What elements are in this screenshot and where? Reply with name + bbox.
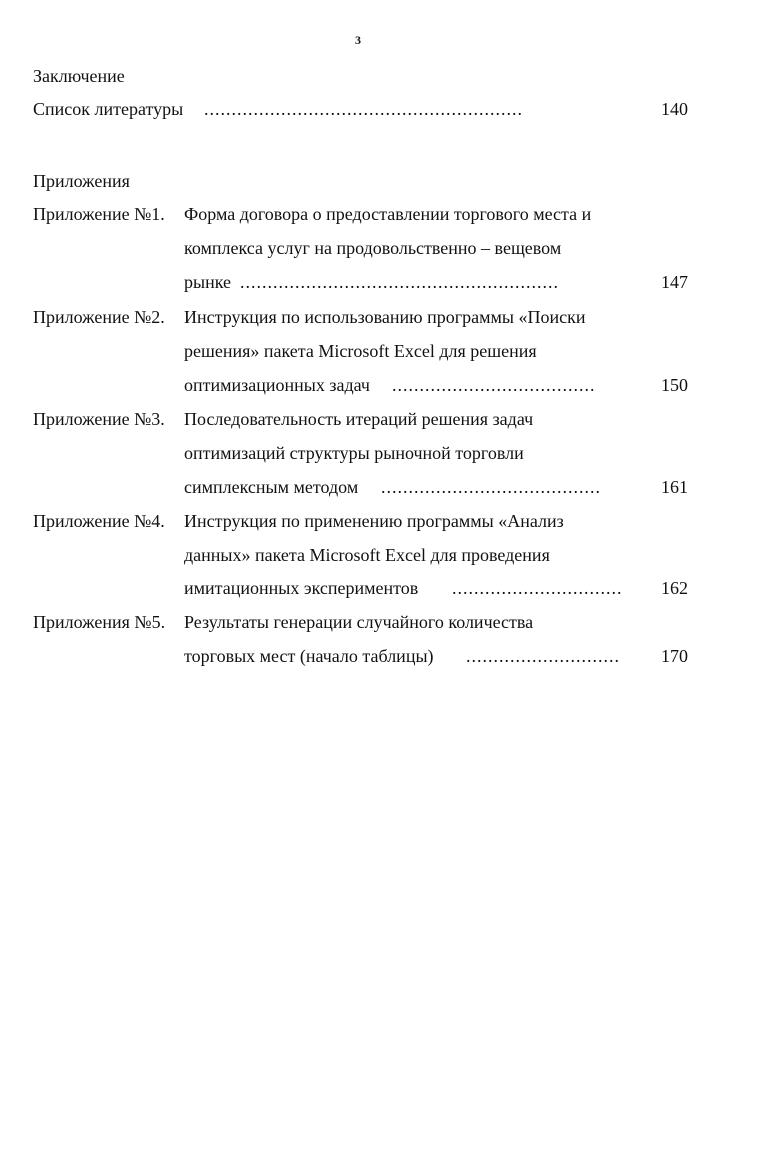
toc-appendix-line <box>0 269 768 295</box>
toc-appendix-line <box>0 201 768 227</box>
toc-appendix-line <box>0 508 768 534</box>
toc-appendix-line <box>0 440 768 466</box>
toc-references-leader: .......................................................... <box>204 99 523 119</box>
appendix-leader: ............................... <box>452 578 623 598</box>
toc-references-label: Список литературы <box>33 99 184 119</box>
toc-appendix-line <box>0 474 768 500</box>
toc-appendix-line <box>0 338 768 364</box>
toc-appendix-line <box>0 542 768 568</box>
appendix-page: 162 <box>661 578 688 598</box>
appendix-title-line: Форма договора о предоставлении торгового места и <box>184 204 592 224</box>
appendix-page: 147 <box>661 272 688 292</box>
toc-appendices-heading <box>0 168 768 194</box>
appendix-title-line: Инструкция по использованию программы «Поиски <box>184 307 586 327</box>
appendix-title-line: решения» пакета Microsoft Excel для решения <box>184 341 537 361</box>
appendix-prefix: Приложение №2. <box>33 307 165 327</box>
appendix-page: 170 <box>661 646 688 666</box>
appendix-title-line: торговых мест (начало таблицы) <box>184 646 434 666</box>
toc-references-page: 140 <box>661 99 688 119</box>
toc-appendix-line <box>0 609 768 635</box>
appendix-leader: ............................ <box>466 646 620 666</box>
appendix-title-line: Последовательность итераций решения задач <box>184 409 534 429</box>
appendix-title-line: комплекса услуг на продовольственно – вещевом <box>184 238 562 258</box>
page-number: 3 <box>355 33 361 47</box>
appendix-title-line: Результаты генерации случайного количества <box>184 612 534 632</box>
appendix-title-line: оптимизационных задач <box>184 375 370 395</box>
toc-appendix-line <box>0 643 768 669</box>
appendix-title-line: симплексным методом <box>184 477 359 497</box>
toc-appendix-line <box>0 406 768 432</box>
appendix-leader: ..................................... <box>392 375 596 395</box>
appendix-leader: ........................................ <box>381 477 601 497</box>
toc-appendix-line <box>0 235 768 261</box>
toc-conclusion-label: Заключение <box>33 66 125 86</box>
appendix-prefix: Приложения №5. <box>33 612 166 632</box>
appendix-prefix: Приложение №1. <box>33 204 165 224</box>
appendix-leader: .......................................................... <box>240 272 559 292</box>
appendix-prefix: Приложение №4. <box>33 511 165 531</box>
appendix-title-line: рынке <box>184 272 232 292</box>
toc-appendix-line <box>0 304 768 330</box>
toc-appendix-line <box>0 372 768 398</box>
appendix-prefix: Приложение №3. <box>33 409 165 429</box>
toc-conclusion <box>0 63 768 89</box>
appendix-page: 161 <box>661 477 688 497</box>
appendix-page: 150 <box>661 375 688 395</box>
appendix-title-line: имитационных экспериментов <box>184 578 419 598</box>
appendix-title-line: Инструкция по применению программы «Анализ <box>184 511 564 531</box>
appendix-title-line: оптимизаций структуры рыночной торговли <box>184 443 524 463</box>
appendices-heading-label: Приложения <box>33 171 130 191</box>
appendix-title-line: данных» пакета Microsoft Excel для проведения <box>184 545 550 565</box>
toc-references <box>0 96 768 122</box>
toc-appendix-line <box>0 575 768 601</box>
